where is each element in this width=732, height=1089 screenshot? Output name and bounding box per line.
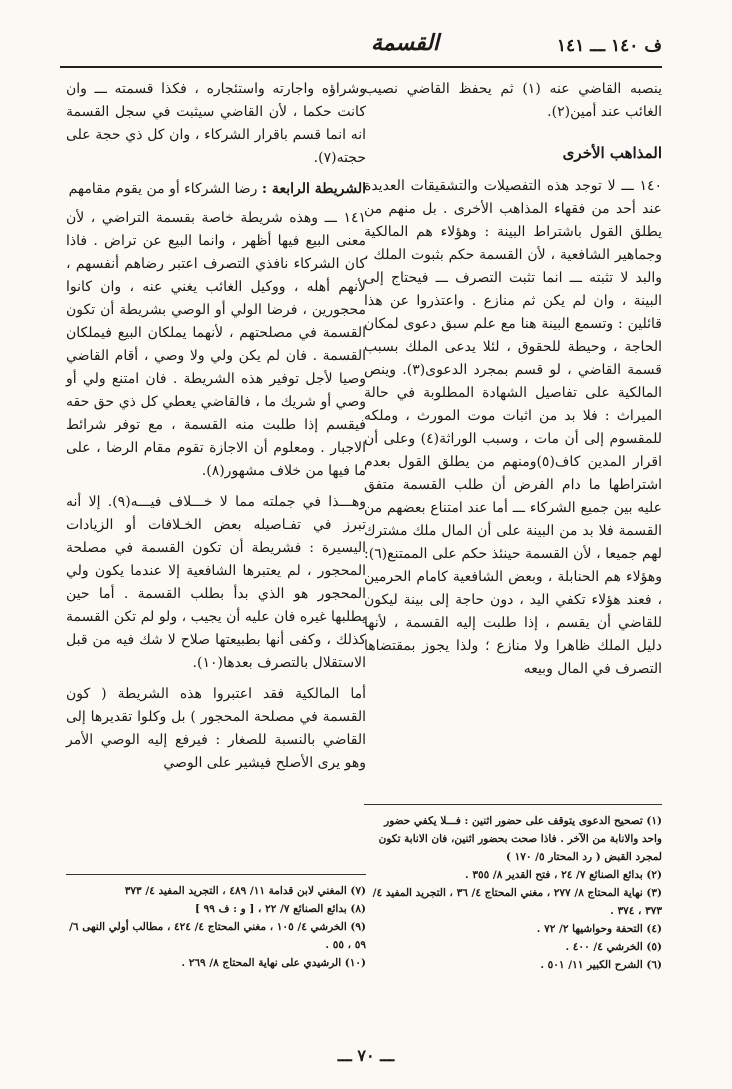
paragraph: ينصبه القاضي عنه (١) ثم يحفظ القاضي نصيب الغائب عند أمين(٢). bbox=[364, 81, 662, 120]
footnote-rule bbox=[66, 874, 366, 875]
paragraph: وشراؤه واجارته واستئجاره ، فكذا قسمته ـــ وان كانت حكما ، لأن القاضي سيثبت في سجل القسمة انه انما قسم باقرار الشركاء ، وان كل ذي حجة على حجته(٧). bbox=[66, 81, 366, 166]
footnotes-right bbox=[364, 812, 662, 974]
footnote: (٥) الخرشي ٤/ ٤٠٠ . bbox=[565, 941, 662, 953]
condition-heading bbox=[66, 178, 366, 201]
footnote: (٣) نهاية المحتاج ٨/ ٢٧٧ ، مغني المحتاج ٤/ ٣٦ ، التجريد المفيد ٤/ ٣٧٣ ، ٣٧٤ . bbox=[372, 887, 662, 917]
paragraph: وهـــذا في جملته مما لا خـــلاف فيـــه(٩). إلا أنه تبرز في تفـاصيله بعض الخـلافات أو الزيادات اليسيرة : فشريطة أن تكون القسمة في مصلحة المحجور ، لم يعتبرها الشافعية إلا عندما يكون ولي المحجور هو الذي بدأ بطلب القسمة . أما حين يطلبها غيره فان عليه أن يجيب ، ولو لم تكن القسمة كذلك ، وكفى أنها بطبيعتها صلاح لا شك فيه من قبل الاستقلال بالتصرف بعدها(١٠). bbox=[66, 494, 366, 671]
header-rule bbox=[60, 66, 662, 68]
footnotes-left bbox=[66, 882, 366, 972]
footnote: (١٠) الرشيدي على نهاية المحتاج ٨/ ٢٦٩ . bbox=[181, 957, 366, 969]
right-column bbox=[364, 78, 662, 681]
footnote-rule bbox=[364, 804, 662, 805]
condition-title: الشريطة الرابعة : bbox=[261, 181, 366, 197]
footnote: (٢) بدائع الصنائع ٧/ ٢٤ ، فتح القدير ٨/ ٣٥٥ . bbox=[465, 869, 662, 881]
paragraph: ١٤١ ـــ وهذه شريطة خاصة بقسمة التراضي ، لأن معنى البيع فيها أظهر ، وانما البيع عن تراض . فاذا كان الشركاء نافذي التصرف اعتبر رضاهم أنفسهم ، لأنهم أهله ، ووكيل الغائب يغني عنه ، وان كانوا محجورين ، فرضا الولي أو الوصي بشريطة أن تكون القسمة في مصلحتهم ، لأنهما يملكان البيع فيملكان القسمة . فان لم يكن ولي ولا وصي ، أقام القاضي وصيا لأجل توفير هذه الشريطة . فان امتنع ولي أو وصي أو شريك ما ، فالقاضي يعطي كل ذي حق حقه فيقسم إذا طلبت منه القسمة ، مع توفر شرائط الاجبار . ومعلوم أن الاجازة تقوم مقام الرضا ، على ما فيها من خلاف مشهور(٨). bbox=[66, 210, 366, 479]
paragraph: ١٤٠ ـــ لا توجد هذه التفصيلات والتشقيقات العديدة عند أحد من فقهاء المذاهب الأخرى . بل منهم من يطلق القول باشتراط البينة : وهؤلاء هم المالكية وجماهير الشافعية ، لأن القسمة حكم بثبوت الملك ، والبد لا تثبته ـــ انما تثبت التصرف ـــ فيحتاج إلى البينة ، وان لم يكن ثم منازع . واعتذروا عن هذا قائلين : وتسمع البينة هنا مع علم سبق دعوى لمكان الحاجة ، وحيطة للحقوق ، لئلا يدعى الملك بسبب قسمة القاضي ، لو قسم بمجرد الدعوى(٣). وينص المالكية على تفاصيل الشهادة المطلوبة في حالة الميراث : فلا بد من اثبات موت المورث ، وملكه للمقسوم إلى أن مات ، وسبب الوراثة(٤) وعلى أن اقرار المدين كاف(٥)ومنهم من يطلق القول بعدم اشتراطها ما دام الفرض أن طلب القسمة متفق عليه بين جميع الشركاء ـــ أما عند امتناع بعضهم من القسمة فلا بد من البينة على أن المال ملك مشترك لهم جميعا ، لأن القسمة حينئذ حكم على الممتنع(٦): وهؤلاء هم الحنابلة ، وبعض الشافعية كامام الحرمين ، فعند هؤلاء تكفي اليد ، دون حاجة إلى بينة ليكون للقاضي أن يقسم ، إذا طلبت إليه القسمة ، لأنها دليل الملك ظاهرا ولا منازع ؛ ولذا يجوز بمقتضاها التصرف في المال وبيعه bbox=[364, 178, 663, 677]
footnote: (٨) بدائع الصنائع ٧/ ٢٢ ، [ و : ف ٩٩ ] bbox=[195, 903, 366, 915]
running-title: القسمة bbox=[370, 30, 440, 56]
footnote: (١) تصحيح الدعوى يتوقف على حضور اثنين : فـــلا يكفي حضور واحد والانابة من الآخر . فاذا صحت بحضور اثنين، فان الانابة تكون لمجرد القبض ( رد المحتار ٥/ ١٧٠ ) bbox=[378, 815, 662, 863]
condition-text: رضا الشركاء أو من يقوم مقامهم bbox=[68, 181, 258, 197]
section-range: ف ١٤٠ ـــ ١٤١ bbox=[556, 36, 662, 56]
footnote: (٧) المغني لابن قدامة ١١/ ٤٨٩ ، التجريد المفيد ٤/ ٣٧٣ bbox=[124, 885, 366, 897]
footnote: (٦) الشرح الكبير ١١/ ٥٠١ . bbox=[540, 959, 662, 971]
page-number: ـــ ٧٠ ـــ bbox=[337, 1046, 395, 1065]
section-heading: المذاهب الأخرى bbox=[562, 144, 662, 162]
footnote: (٤) التحفة وحواشيها ٢/ ٧٢ . bbox=[536, 923, 662, 935]
paragraph: أما المالكية فقد اعتبروا هذه الشريطة ( كون القسمة في مصلحة المحجور ) بل وكلوا تقديرها إلى القاضي بالنسبة للصغار : فيرفع إليه الوصي الأمر وهو يرى الأصلح فيشير على الوصي bbox=[66, 686, 366, 771]
page-header bbox=[60, 30, 662, 66]
footnote: (٩) الخرشي ٤/ ١٠٥ ، مغني المحتاج ٤/ ٤٢٤ ، مطالب أولي النهى ٦/ ٥٩ ، ٥٥ . bbox=[69, 921, 366, 951]
left-column bbox=[66, 78, 366, 775]
